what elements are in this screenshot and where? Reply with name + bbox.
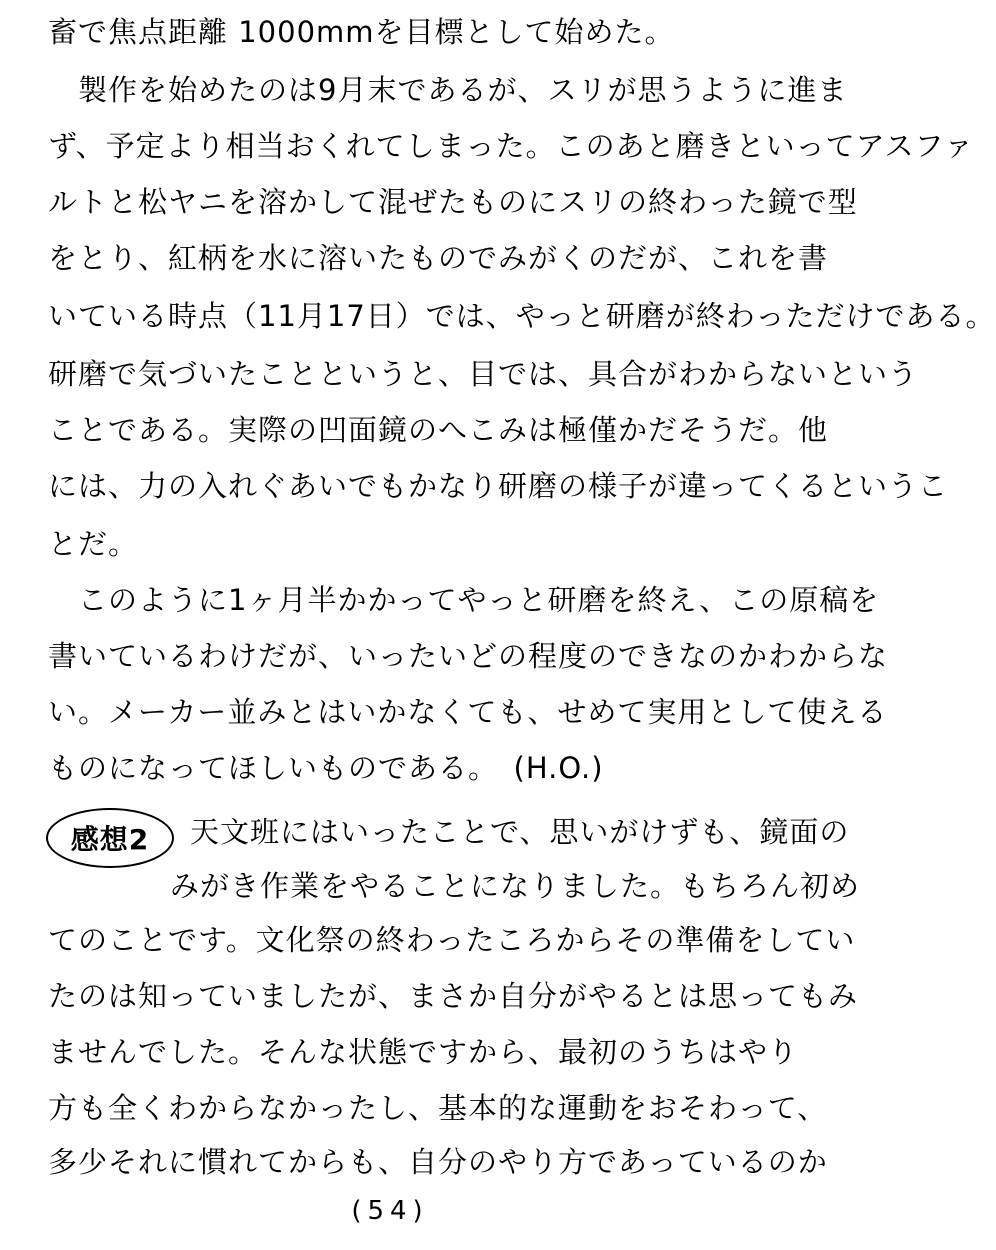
text-line: 天文班にはいったことで、思いがけずも、鏡面の <box>190 815 850 849</box>
text-line: 畜で焦点距離 1000mmを目標として始めた。 <box>48 15 675 49</box>
text-line: 製作を始めたのは9月末であるが、スリが思うように進ま <box>48 73 848 107</box>
text-line: てのことです。文化祭の終わったころからその準備をしてい <box>48 923 856 957</box>
text-line: ず、予定より相当おくれてしまった。このあと磨きといってアスファ <box>48 129 974 163</box>
page-number: (54) <box>351 1196 429 1226</box>
text-line: 研磨で気づいたことというと、目では、具合がわからないという <box>48 357 919 391</box>
text-line: には、力の入れぐあいでもかなり研磨の様子が違ってくるというこ <box>48 469 949 503</box>
text-line: 多少それに慣れてからも、自分のやり方であっているのか <box>48 1145 828 1179</box>
text-line: いている時点（11月17日）では、やっと研磨が終わっただけである。 <box>48 299 996 333</box>
text-line: 方も全くわからなかったし、基本的な運動をおそわって、 <box>48 1091 828 1125</box>
text-line: たのは知っていましたが、まさか自分がやるとは思ってもみ <box>48 979 859 1013</box>
text-line: このように1ヶ月半かかってやっと研磨を終え、この原稿を <box>48 583 880 617</box>
text-line: をとり、紅柄を水に溶いたものでみがくのだが、これを書 <box>48 241 829 275</box>
text-line: ルトと松ヤニを溶かして混ぜたものにスリの終わった鏡で型 <box>48 185 858 219</box>
text-line: ませんでした。そんな状態ですから、最初のうちはやり <box>48 1035 799 1069</box>
text-line: とだ。 <box>48 527 139 561</box>
text-line: い。メーカー並みとはいかなくても、せめて実用として使える <box>48 695 888 729</box>
text-line: ものになってほしいものである。 (H.O.) <box>48 751 604 785</box>
impression-2-stamp: 感想2 <box>46 808 174 868</box>
text-line: ことである。実際の凹面鏡のへこみは極僅かだそうだ。他 <box>48 413 829 447</box>
text-line: みがき作業をやることになりました。もちろん初め <box>170 869 861 903</box>
text-line: 書いているわけだが、いったいどの程度のできなのかわからな <box>48 639 889 673</box>
